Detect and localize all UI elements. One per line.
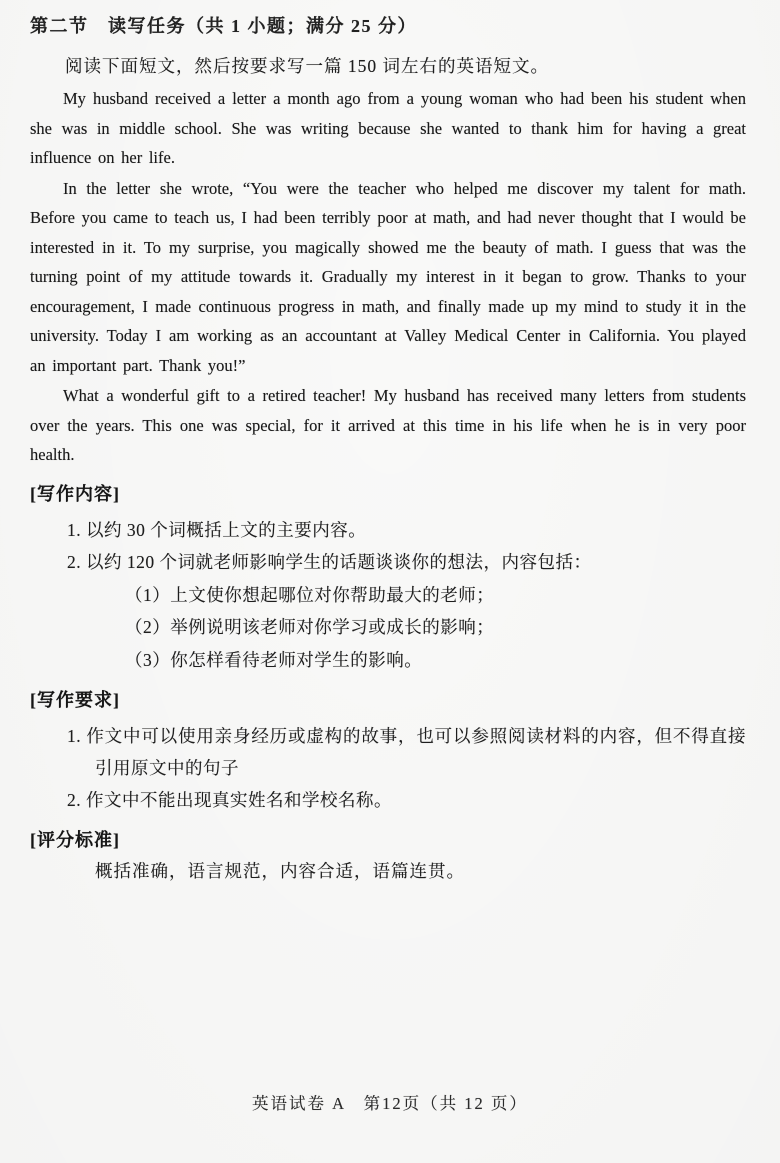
writing-content-heading: [写作内容] xyxy=(30,483,120,504)
task-instruction: 阅读下面短文，然后按要求写一篇 150 词左右的英语短文。 xyxy=(65,56,549,76)
writing-content-list xyxy=(30,514,746,578)
reading-passage xyxy=(30,84,746,470)
scoring-criteria-heading: [评分标准] xyxy=(30,830,120,850)
writing-requirements-item-1: 1. 作文中可以使用亲身经历或虚构的故事，也可以参照阅读材料的内容，但不得直接引用原文中的句子 xyxy=(67,726,746,778)
writing-content-item-1: 1. 以约 30 个词概括上文的主要内容。 xyxy=(67,519,367,540)
writing-content-subitem-3: （3）你怎样看待老师对学生的影响。 xyxy=(125,649,423,670)
writing-content-subitem-2: （2）举例说明该老师对你学习或成长的影响； xyxy=(125,617,495,637)
writing-content-sublist xyxy=(30,579,746,677)
passage-paragraph-1: My husband received a letter a month ago from a young woman who had been his student when she was in middle school. She was writing because she wanted to thank him for having a great influence on her life. xyxy=(30,89,746,167)
writing-content-item-2: 2. 以约 120 个词就老师影响学生的话题谈谈你的想法，内容包括： xyxy=(67,551,592,572)
scoring-criteria-text: 概括准确，语言规范，内容合适，语篇连贯。 xyxy=(95,861,465,881)
section-title: 第二节 读写任务（共 1 小题；满分 25 分） xyxy=(30,16,417,36)
writing-requirements-item-2: 2. 作文中不能出现真实姓名和学校名称。 xyxy=(67,790,392,810)
writing-requirements-list xyxy=(30,720,746,816)
writing-requirements-heading: [写作要求] xyxy=(30,690,120,710)
writing-content-subitem-1: （1）上文使你想起哪位对你帮助最大的老师； xyxy=(125,584,495,605)
page-footer: 英语试卷 A 第12页（共 12 页） xyxy=(252,1094,528,1113)
passage-paragraph-3: What a wonderful gift to a retired teacher! My husband has received many letters from students over the years. This one was special, for it arrived at this time in his life when he is in very poor health. xyxy=(30,386,746,464)
passage-paragraph-2: In the letter she wrote, “You were the teacher who helped me discover my talent for math. Before you came to teach us, I had been terribly poor at math, and had never thought that I would be interested in it. To my surprise, you magically showed me the beauty of math. I guess that was the turning point of my attitude towards it. Gradually my interest in it began to grow. Thanks to your encouragement, I made continuous progress in math, and finally made up my mind to study it in the university. Today I am working as an accountant at Valley Medical Center in California. You played an important part. Thank you!” xyxy=(30,178,746,375)
